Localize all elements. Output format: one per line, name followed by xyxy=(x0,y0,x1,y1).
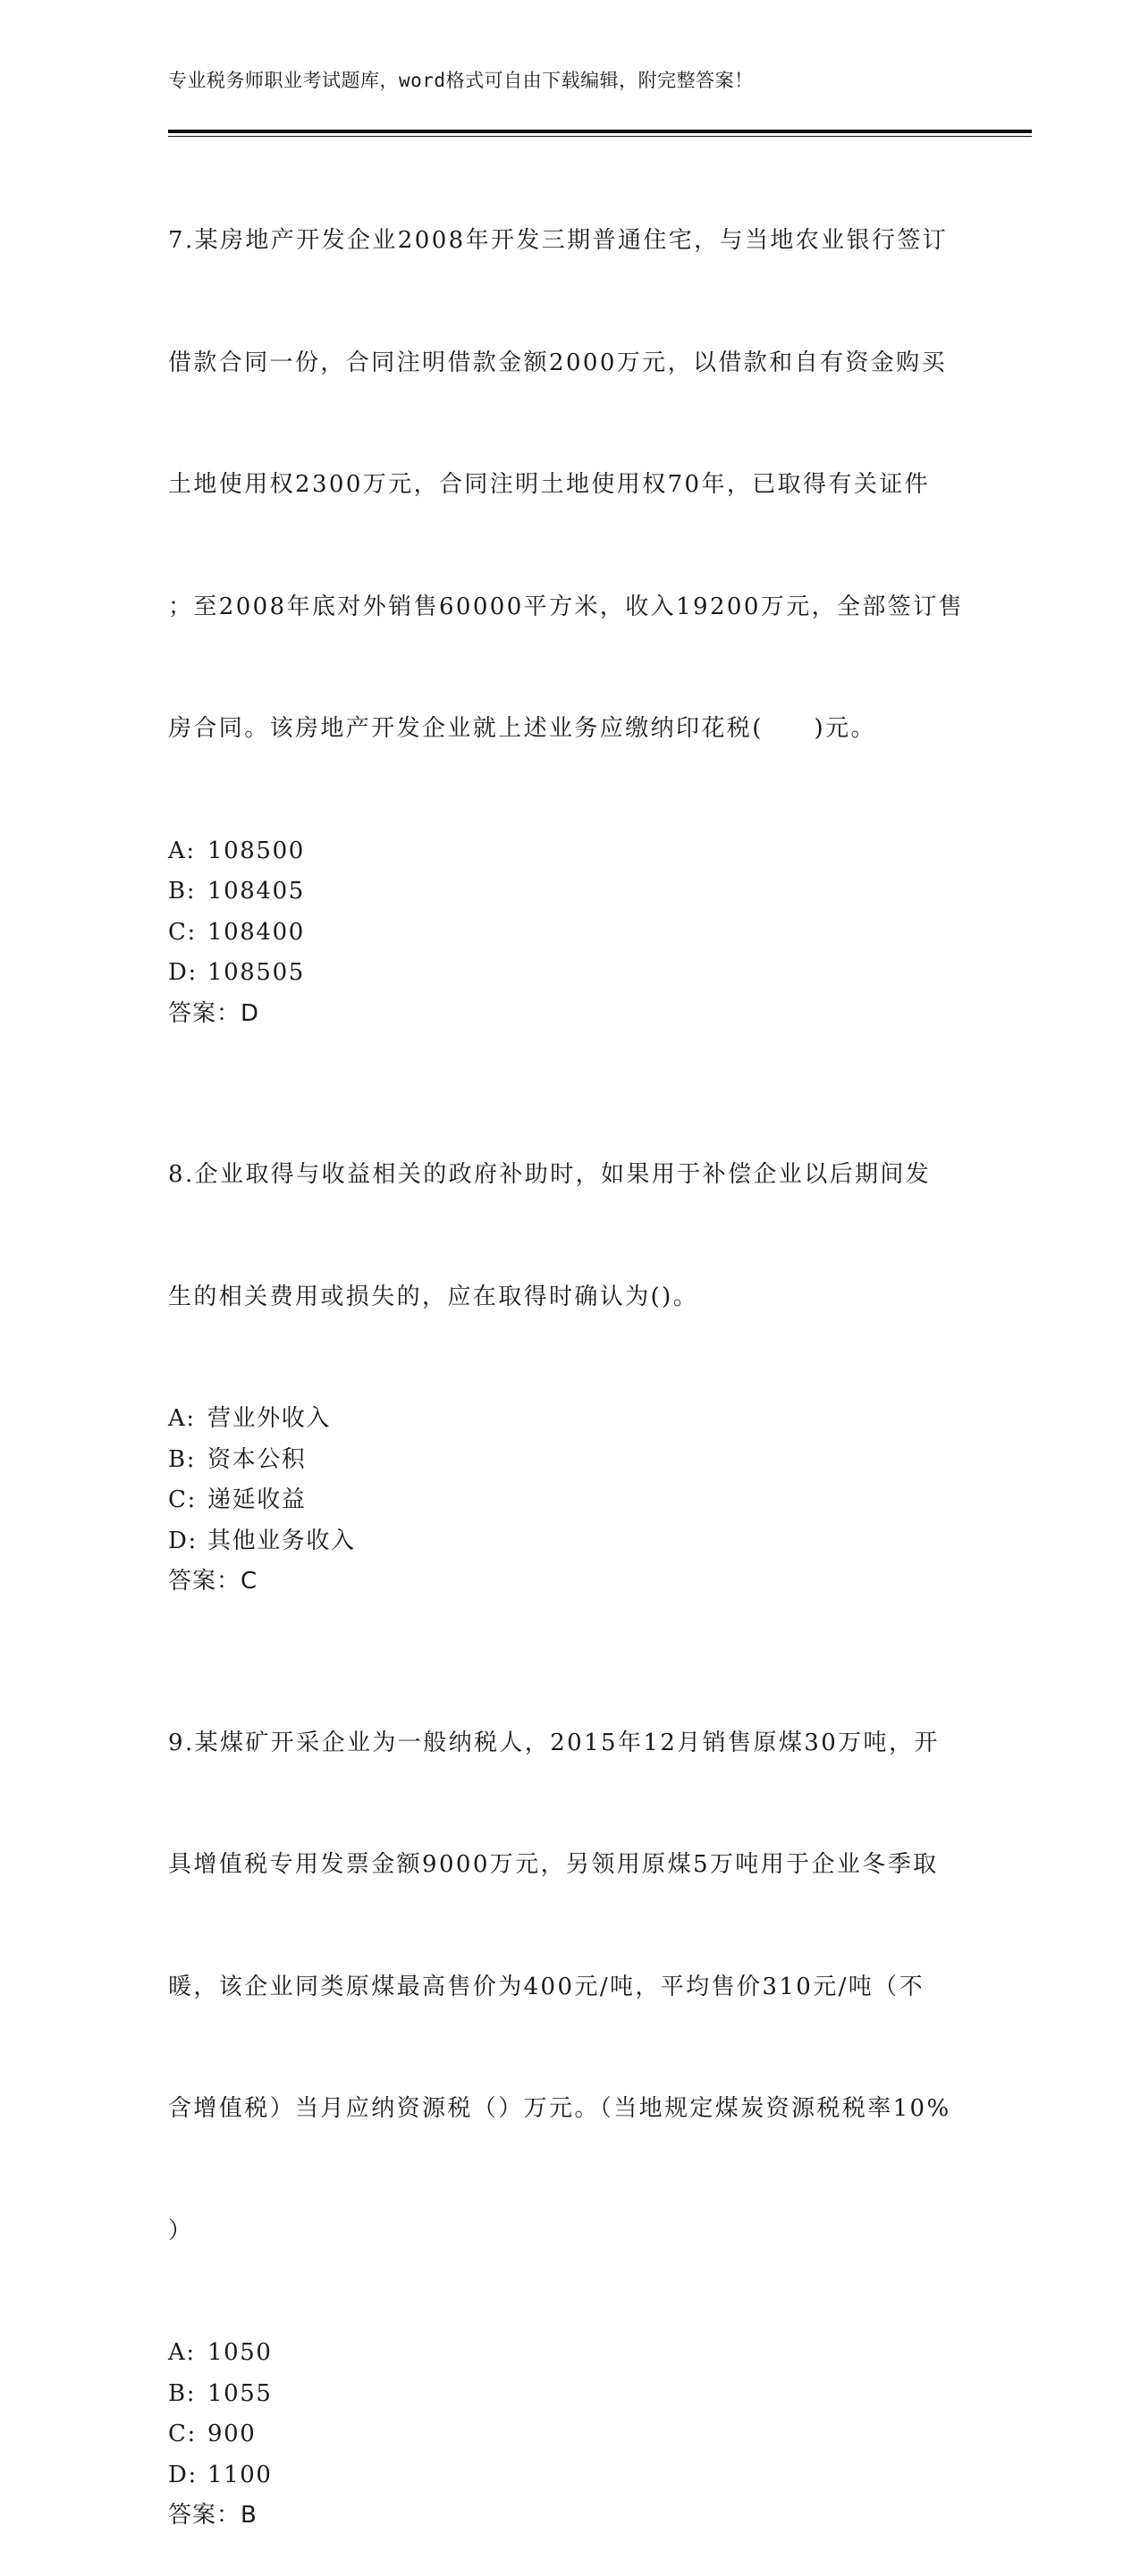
option-a xyxy=(168,1399,973,1440)
option-c xyxy=(168,1480,973,1521)
question-line: ；至2008年底对外销售60000平方米，收入19200万元，全部签订售 xyxy=(168,593,964,620)
option-d xyxy=(168,953,973,994)
question-9 xyxy=(168,1642,973,2537)
question-line: ） xyxy=(168,2217,194,2244)
option-label: C: xyxy=(168,1486,197,1513)
option-b xyxy=(168,1440,973,1481)
option-text: 其他业务收入 xyxy=(207,1527,356,1554)
question-line: 房合同。该房地产开发企业就上述业务应缴纳印花税( )元。 xyxy=(168,715,876,742)
option-d xyxy=(168,2455,973,2496)
option-label: B: xyxy=(168,2379,197,2407)
answer: 答案：B xyxy=(168,2502,258,2529)
option-label: C: xyxy=(168,918,197,946)
option-b xyxy=(168,871,973,913)
question-list xyxy=(168,139,973,2576)
option-label: A: xyxy=(168,2339,196,2366)
option-text: 1100 xyxy=(207,2461,273,2488)
question-line: 暖，该企业同类原煤最高售价为400元/吨，平均售价310元/吨（不 xyxy=(168,1973,925,2000)
option-text: 资本公积 xyxy=(207,1445,307,1473)
header-rule-thick xyxy=(168,130,1032,133)
option-c xyxy=(168,2414,973,2455)
option-text: 1050 xyxy=(207,2339,273,2366)
option-text: 108505 xyxy=(207,959,305,986)
option-text: 108500 xyxy=(207,837,305,864)
option-label: B: xyxy=(168,878,197,905)
question-8 xyxy=(168,1073,973,1603)
question-text xyxy=(168,139,973,831)
question-line: 含增值税）当月应纳资源税（）万元。（当地规定煤炭资源税税率10% xyxy=(168,2095,951,2122)
option-text: 108405 xyxy=(207,878,305,905)
question-line: 生的相关费用或损失的，应在取得时确认为()。 xyxy=(168,1283,699,1310)
answer: 答案：C xyxy=(168,1568,258,1595)
question-7 xyxy=(168,139,973,1034)
option-c xyxy=(168,913,973,954)
option-b xyxy=(168,2374,973,2415)
option-label: C: xyxy=(168,2420,197,2447)
option-label: D: xyxy=(168,1527,198,1554)
option-label: A: xyxy=(168,1405,196,1432)
header-rule-thin xyxy=(168,136,1032,137)
question-line: 土地使用权2300万元，合同注明土地使用权70年，已取得有关证件 xyxy=(168,471,931,498)
option-a xyxy=(168,831,973,872)
question-line: 8.企业取得与收益相关的政府补助时，如果用于补偿企业以后期间发 xyxy=(168,1161,932,1188)
option-label: B: xyxy=(168,1445,197,1473)
option-text: 递延收益 xyxy=(207,1486,307,1513)
question-line: 具增值税专用发票金额9000万元，另领用原煤5万吨用于企业冬季取 xyxy=(168,1851,939,1878)
answer: 答案：D xyxy=(168,999,260,1027)
question-line: 7.某房地产开发企业2008年开发三期普通住宅，与当地农业银行签订 xyxy=(168,227,949,254)
option-text: 108400 xyxy=(207,918,305,946)
option-text: 营业外收入 xyxy=(207,1405,332,1432)
option-text: 900 xyxy=(207,2420,257,2447)
question-line: 9.某煤矿开采企业为一般纳税人，2015年12月销售原煤30万吨，开 xyxy=(168,1729,940,1756)
option-d xyxy=(168,1521,973,1562)
option-label: A: xyxy=(168,837,196,864)
option-text: 1055 xyxy=(207,2379,273,2407)
option-label: D: xyxy=(168,2461,198,2488)
page-header: 专业税务师职业考试题库，word格式可自由下载编辑，附完整答案！ xyxy=(168,70,754,91)
question-text xyxy=(168,1642,973,2334)
question-text xyxy=(168,1073,973,1399)
question-line: 借款合同一份，合同注明借款金额2000万元，以借款和自有资金购买 xyxy=(168,349,947,376)
option-a xyxy=(168,2333,973,2374)
option-label: D: xyxy=(168,959,198,986)
